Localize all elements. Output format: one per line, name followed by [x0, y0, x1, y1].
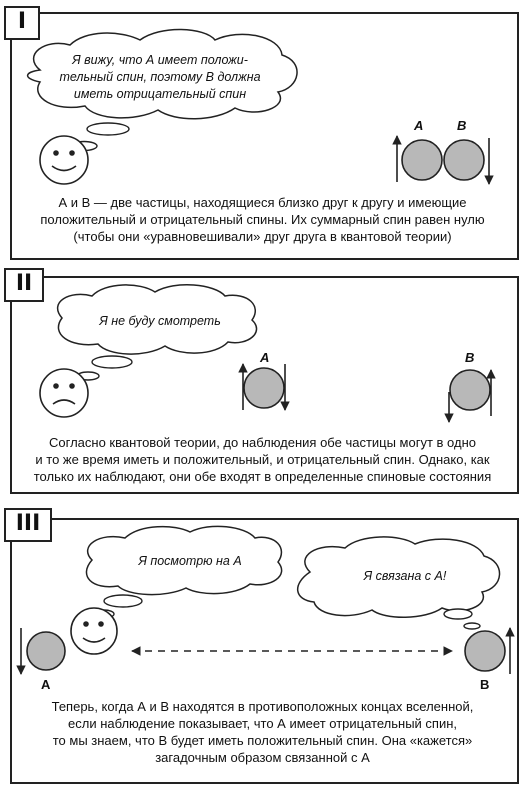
- smiley-face-3: [71, 608, 117, 654]
- thought-bubble-2a: [92, 356, 132, 368]
- thought-text-3-left: Я посмотрю на А: [138, 554, 242, 568]
- particle-b-3: [465, 631, 505, 671]
- caption-2-line-2: и то же время иметь и положительный, и отрицательный спин. Однако, как: [35, 452, 490, 467]
- caption-1-line-1: А и В — две частицы, находящиеся близко друг к другу и имеющие: [58, 195, 467, 210]
- panel-3-label: III: [4, 508, 52, 542]
- thought-bubble-3c: [444, 609, 472, 619]
- particle-a-2: [244, 368, 284, 408]
- caption-3-line-3: то мы знаем, что В будет иметь положительный спин. Она «кажется»: [52, 733, 473, 748]
- thought-line-1: Я вижу, что А имеет положи-: [72, 53, 248, 67]
- caption-2-line-1: Согласно квантовой теории, до наблюдения обе частицы могут в одно: [49, 435, 476, 450]
- thought-bubble-3d: [464, 623, 480, 629]
- caption-3-line-2: если наблюдение показывает, что А имеет отрицательный спин,: [68, 716, 457, 731]
- particle-a-label-3: A: [41, 677, 51, 692]
- thought-line-2: тельный спин, поэтому В должна: [59, 70, 261, 84]
- particle-b-2: [450, 370, 490, 410]
- particle-a-1: [402, 140, 442, 180]
- particle-a-3: [27, 632, 65, 670]
- caption-2: [14, 434, 511, 485]
- caption-1-line-2: положительный и отрицательный спины. Их суммарный спин равен нулю: [40, 212, 485, 227]
- particle-b-1: [444, 140, 484, 180]
- particle-a-label-1: A: [414, 118, 424, 133]
- caption-3-line-4: загадочным образом связанной с А: [155, 750, 370, 765]
- particle-a-label-2: A: [260, 350, 270, 365]
- particle-b-label-2: B: [465, 350, 475, 365]
- thought-bubble-3a: [104, 595, 142, 607]
- caption-1-line-3: (чтобы они «уравновешивали» друг друга в квантовой теории): [73, 229, 452, 244]
- caption-3-line-1: Теперь, когда А и В находятся в противоположных концах вселенной,: [51, 699, 474, 714]
- thought-line-3: иметь отрицательный спин: [73, 87, 247, 101]
- caption-1: [14, 194, 511, 245]
- panel-1-label: I: [4, 6, 40, 40]
- panel-2-label: II: [4, 268, 44, 302]
- caption-2-line-3: только их наблюдают, они обе входят в определенные спиновые состояния: [33, 469, 492, 484]
- thought-text-2: Я не буду смотреть: [99, 314, 221, 328]
- smiley-face-1: [40, 136, 88, 184]
- thought-bubble-1a: [87, 123, 129, 135]
- sad-face-2: [40, 369, 88, 417]
- thought-text-3-right: Я связана с А!: [363, 569, 447, 583]
- particle-b-label-1: B: [457, 118, 467, 133]
- thought-text-1: [45, 52, 275, 103]
- caption-3: [14, 698, 511, 766]
- particle-b-label-3: B: [480, 677, 490, 692]
